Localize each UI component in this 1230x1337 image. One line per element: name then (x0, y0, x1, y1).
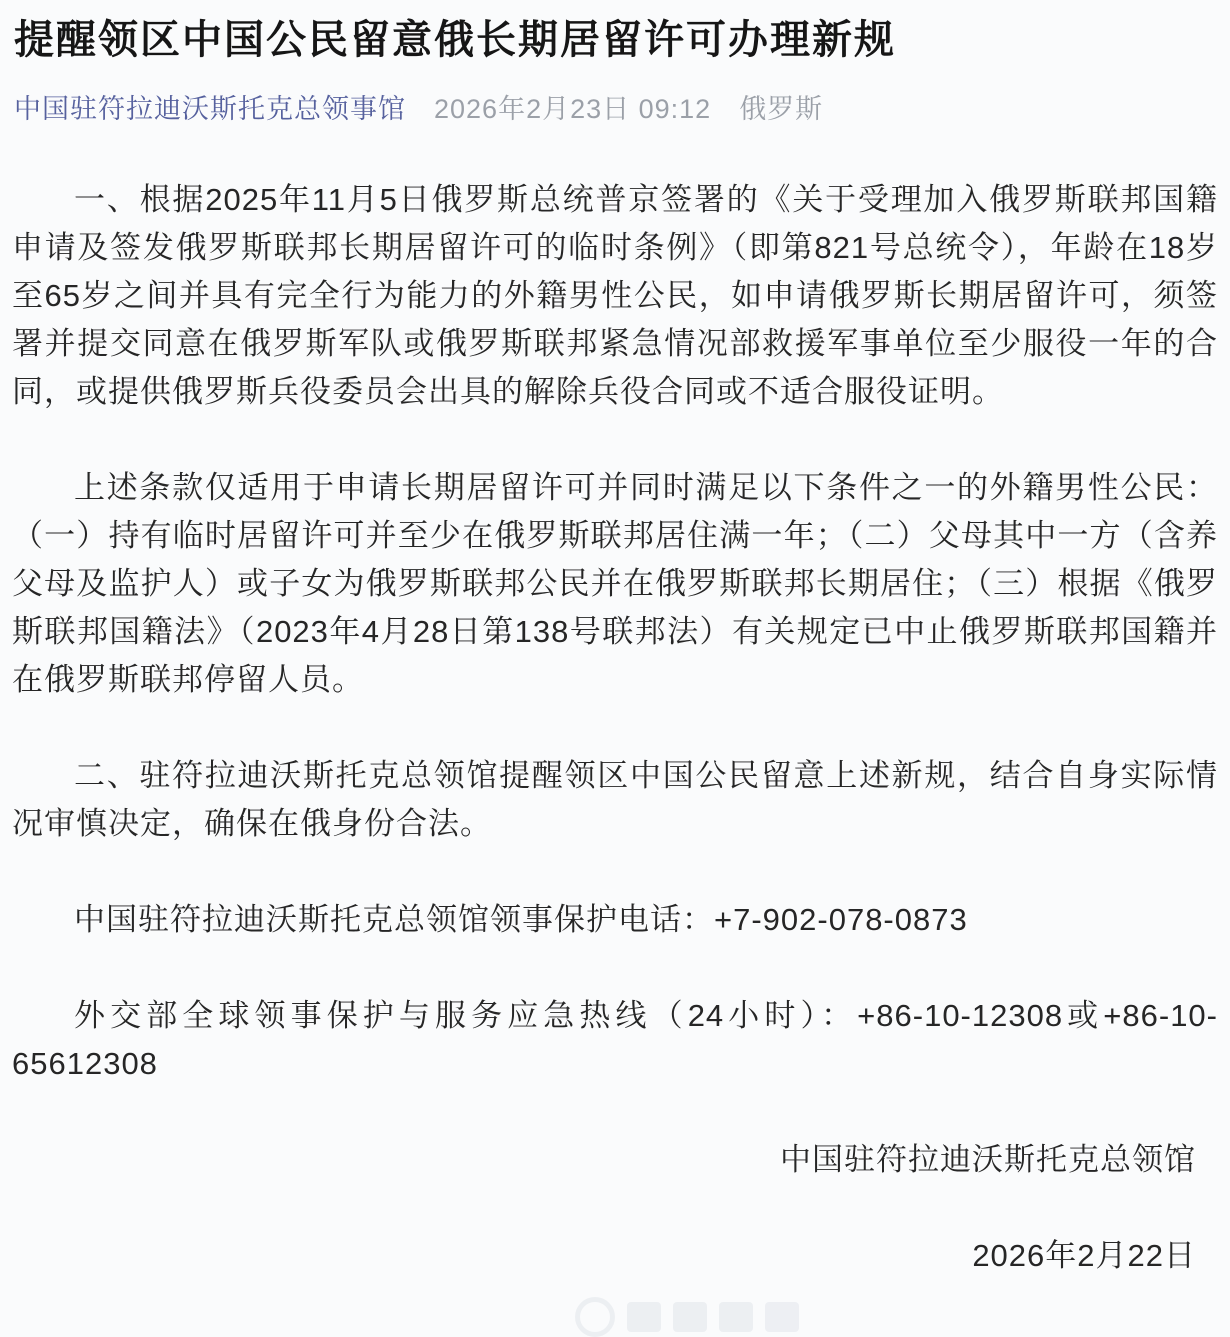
article-body (12, 176, 1218, 1280)
article-title: 提醒领区中国公民留意俄长期居留许可办理新规 (14, 18, 896, 62)
publish-region: 俄罗斯 (739, 94, 824, 124)
bottom-watermark (575, 1300, 799, 1334)
paragraph-emergency-hotline: 外交部全球领事保护与服务应急热线（24小时）：+86-10-12308或+86-10-65612308 (12, 998, 1218, 1081)
paragraph-regulation-intro: 一、根据2025年11月5日俄罗斯总统普京签署的《关于受理加入俄罗斯联邦国籍申请及签发俄罗斯联邦长期居留许可的临时条例》（即第821号总统令），年龄在18岁至65岁之间并具有完全行为能力的外籍男性公民，如申请俄罗斯长期居留许可，须签署并提交同意在俄罗斯军队或俄罗斯联邦紧急情况部救援军事单位至少服役一年的合同，或提供俄罗斯兵役委员会出具的解除兵役合同或不适合服役证明。 (12, 182, 1218, 409)
signature-consulate: 中国驻符拉迪沃斯托克总领馆 (780, 1142, 1196, 1177)
byline (14, 92, 1218, 126)
paragraph-consulate-phone: 中国驻符拉迪沃斯托克总领馆领事保护电话：+7-902-078-0873 (74, 902, 968, 937)
publish-datetime: 2026年2月23日 09:12 (434, 94, 712, 124)
watermark-logo-icon (575, 1297, 615, 1337)
paragraph-eligibility-conditions: 上述条款仅适用于申请长期居留许可并同时满足以下条件之一的外籍男性公民：（一）持有临时居留许可并至少在俄罗斯联邦居住满一年；（二）父母其中一方（含养父母及监护人）或子女为俄罗斯联邦公民并在俄罗斯联邦长期居住；（三）根据《俄罗斯联邦国籍法》（2023年4月28日第138号联邦法）有关规定已中止俄罗斯联邦国籍并在俄罗斯联邦停留人员。 (12, 470, 1218, 697)
author-profile-link[interactable]: 中国驻符拉迪沃斯托克总领事馆 (14, 94, 406, 124)
signature-date: 2026年2月22日 (972, 1238, 1196, 1273)
paragraph-consulate-reminder: 二、驻符拉迪沃斯托克总领馆提醒领区中国公民留意上述新规，结合自身实际情况审慎决定，确保在俄身份合法。 (12, 758, 1218, 841)
